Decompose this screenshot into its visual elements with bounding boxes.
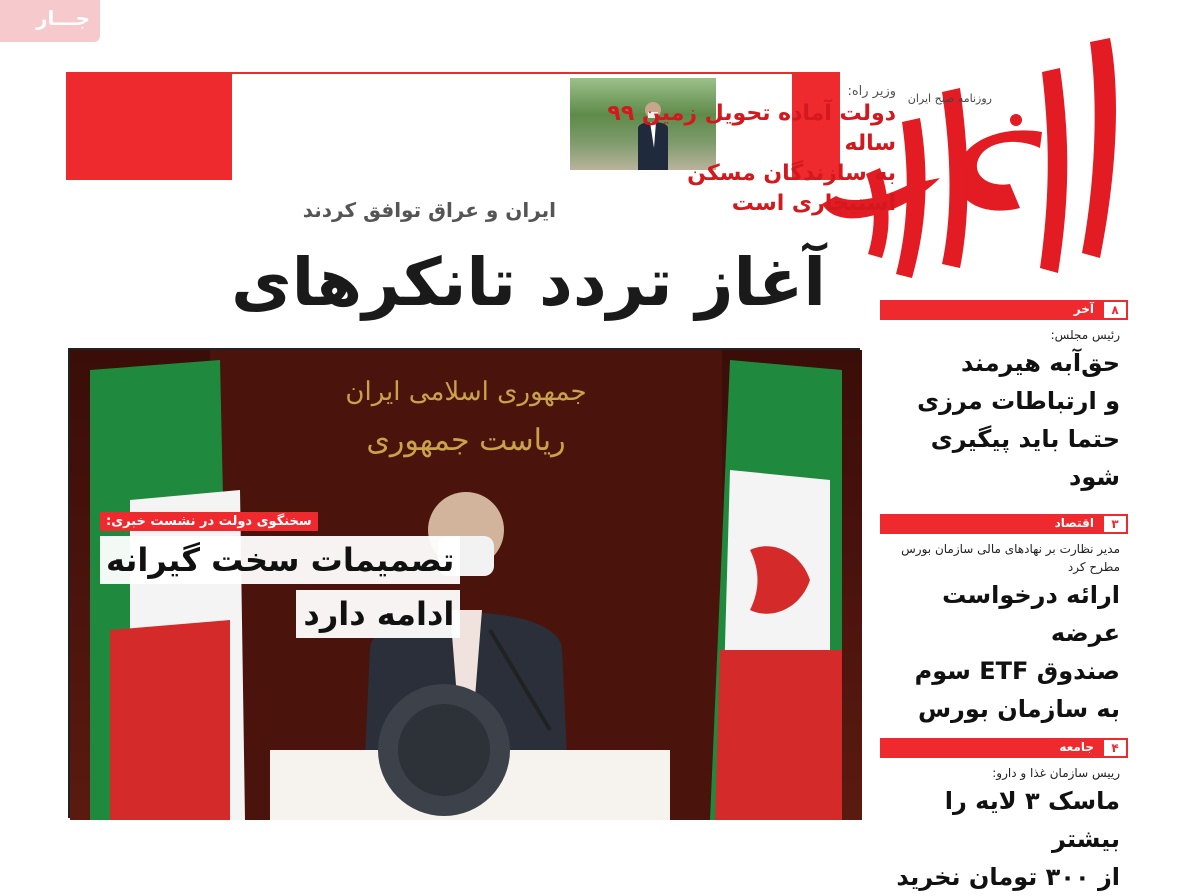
section-headline-3: حتما باید پیگیری شود [930,425,1120,491]
photo-headline-2: ادامه دارد [296,590,460,638]
top-news-headline-2: به سازندگان مسکن استیجاری است [687,161,896,216]
section-headline-3: به سازمان بورس [917,695,1120,723]
section-headline-2: صندوق ETF سوم [914,657,1120,685]
section-headline-1: حق‌آبه هیرمند [961,349,1120,377]
section-title: آخر [1073,302,1094,316]
section-headline-1: ماسک ۳ لایه را بیشتر [944,787,1120,853]
section-headline-2: از ۳۰۰ تومان نخرید [896,863,1120,891]
section-economy[interactable] [880,514,1128,728]
section-last[interactable] [880,300,1128,496]
main-kicker: ایران و عراق توافق کردند [302,198,556,222]
section-kicker: مدیر نظارت بر نهادهای مالی سازمان بورس مطرح کرد [901,542,1120,574]
top-news-headline-1: دولت آماده تحویل زمین ۹۹ ساله [607,101,896,156]
main-headline[interactable]: آغاز تردد تانکرهای [231,244,826,321]
section-number: ۴ [1102,738,1128,758]
side-column [880,300,1128,896]
top-news-kicker: وزیر راه: [847,84,896,99]
badge-label: جـــار [36,6,90,30]
photo-kicker: سخنگوی دولت در نشست خبری: [100,512,318,531]
top-news-story[interactable] [596,84,896,219]
corner-badge [0,0,100,42]
section-kicker: رییس سازمان غذا و دارو: [992,766,1120,780]
section-headline-2: و ارتباطات مرزی [917,387,1120,415]
section-bar [880,514,1128,534]
section-headline-1: ارائه درخواست عرضه [942,581,1120,647]
section-society[interactable] [880,738,1128,896]
section-number: ۸ [1102,300,1128,320]
backdrop-line2: ریاست جمهوری [366,423,566,458]
section-title: اقتصاد [1054,516,1094,530]
section-bar [880,300,1128,320]
section-bar [880,738,1128,758]
photo-headline-1: تصمیمات سخت گیرانه [100,536,460,584]
backdrop-line1: جمهوری اسلامی ایران [345,377,587,407]
section-title: جامعه [1059,740,1094,754]
photo-headline[interactable] [100,536,460,644]
masthead-tagline: روزنامه صبح ایران [907,92,992,105]
section-kicker: رئیس مجلس: [1050,328,1120,342]
section-number: ۳ [1102,514,1128,534]
